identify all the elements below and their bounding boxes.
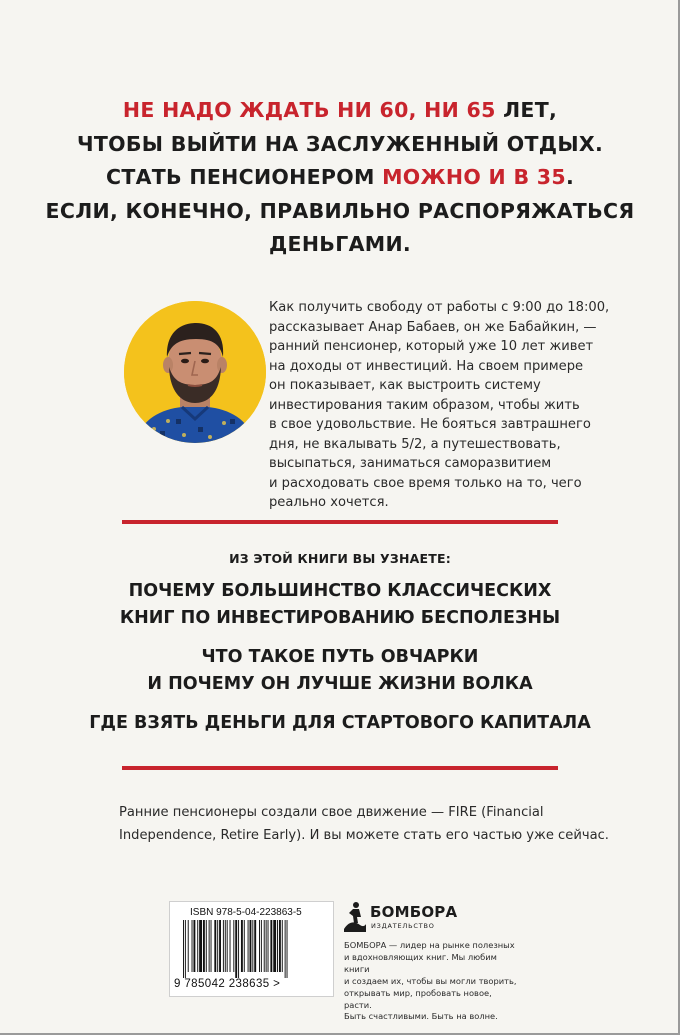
- headline-line-1: НЕ НАДО ЖДАТЬ НИ 60, НИ 65 ЛЕТ,: [122, 98, 558, 122]
- headline-line-2: ЧТОБЫ ВЫЙТИ НА ЗАСЛУЖЕННЫЙ ОТДЫХ.: [76, 131, 604, 156]
- learn-item-3: ГДЕ ВЗЯТЬ ДЕНЬГИ ДЛЯ СТАРТОВОГО КАПИТАЛА: [89, 713, 591, 733]
- headline: [0, 94, 680, 262]
- publisher-description: БОМБОРА — лидер на рынке полезных и вдохновляющих книг. Мы любим книги и создаем их, чтобы вы могли творить, открывать мир, пробовать новое, расти. Быть счастливыми. Быть на волне.: [344, 940, 517, 1022]
- headline-line-3: СТАТЬ ПЕНСИОНЕРОМ МОЖНО И В 35.: [105, 165, 575, 189]
- ean-digits: 9 785042 238635 >: [174, 978, 281, 990]
- top-red-divider: [122, 520, 558, 524]
- publisher-logo: [343, 900, 473, 936]
- isbn-label: ISBN 978-5-04-223863-5: [190, 907, 302, 918]
- author-intro-text: Как получить свободу от работы с 9:00 до 18:00, рассказывает Анар Бабаев, он же Бабайкин, — ранний пенсионер, который уже 10 лет живет на доходы от инвестиций. На своем примере он показывает, как выстроить систему инвестирования таким образом, чтобы жить в свое удовольствие. Не бояться завтрашнего дня, не вкалывать 5/2, а путешествовать, высыпаться, заниматься саморазвитием и расходовать свое время только на то, чего реально хочется.: [269, 300, 610, 510]
- learn-item-1: ПОЧЕМУ БОЛЬШИНСТВО КЛАССИЧЕСКИХ КНИГ ПО ИНВЕСТИРОВАНИЮ БЕСПОЛЕЗНЫ: [119, 581, 561, 628]
- learn-item-2: ЧТО ТАКОЕ ПУТЬ ОВЧАРКИ И ПОЧЕМУ ОН ЛУЧШЕ ЖИЗНИ ВОЛКА: [147, 647, 533, 694]
- closing-text: Ранние пенсионеры создали свое движение — FIRE (Financial Independence, Retire Early). И вы можете стать его частью уже сейчас.: [119, 805, 609, 843]
- author-portrait-illustration: [124, 301, 266, 443]
- publisher-name: БОМБОРА: [370, 903, 458, 921]
- headline-line-5: ДЕНЬГАМИ.: [268, 232, 412, 256]
- headline-red-phrase-2: МОЖНО И В 35: [382, 165, 566, 189]
- barcode-icon: [183, 920, 321, 978]
- headline-line-4: ЕСЛИ, КОНЕЧНО, ПРАВИЛЬНО РАСПОРЯЖАТЬСЯ: [45, 198, 635, 223]
- author-photo: [124, 301, 266, 443]
- publisher-subtitle: ИЗДАТЕЛЬСТВО: [371, 922, 435, 930]
- barcode-block: [169, 901, 334, 997]
- bottom-red-divider: [122, 766, 558, 770]
- learn-section-title: ИЗ ЭТОЙ КНИГИ ВЫ УЗНАЕТЕ:: [229, 551, 451, 566]
- publisher-wave-rider-icon: [343, 901, 367, 933]
- headline-red-phrase-1: НЕ НАДО ЖДАТЬ НИ 60, НИ 65: [122, 98, 496, 122]
